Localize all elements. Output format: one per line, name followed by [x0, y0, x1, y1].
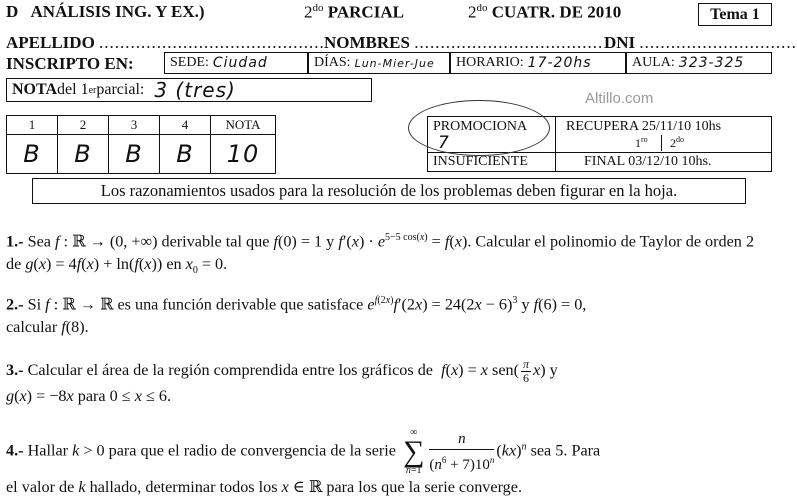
- parcial-title: [304, 2, 404, 23]
- grades-header-row: [7, 116, 276, 135]
- dias-box: [308, 52, 450, 74]
- promociona-circle: [408, 100, 550, 156]
- cuatr-word: CUATR. DE 2010: [487, 2, 622, 22]
- apellido-label: APELLIDO: [6, 33, 95, 52]
- tema-box: Tema 1: [698, 3, 772, 26]
- grade-header: 2: [58, 116, 109, 135]
- dias-label: DÍAS:: [314, 55, 351, 70]
- problem-2-text: Si: [23, 295, 46, 314]
- grade-value: B: [160, 135, 211, 174]
- horario-value: 17-20hs: [527, 55, 592, 71]
- first-grade-sup: er: [88, 84, 97, 96]
- cuatr-number: 2: [468, 2, 477, 22]
- recupera-first-num: 1: [635, 136, 641, 150]
- nombres-field: [324, 33, 603, 53]
- dni-label: DNI: [604, 33, 636, 52]
- problem-1-text: derivable tal que: [157, 232, 274, 251]
- apellido-dots: ...........................................: [99, 33, 325, 52]
- recupera-second: [670, 135, 684, 151]
- problem-3: 3.- Calcular el área de la región comprendida entre los gráficos de f(x) = x sen( $\frac{\pi}{6}$ x) y g(x) = −8x para 0 ≤ x ≤ 6.: [6, 357, 558, 405]
- recupera-first: [635, 135, 648, 151]
- grade-value: B: [7, 135, 58, 174]
- parcial-sup: do: [312, 2, 324, 14]
- final-label: FINAL 03/12/10 10hs.: [584, 154, 712, 169]
- instructions-note: Los razonamientos usados para la resolución de los problemas deben figurar en la hoja.: [32, 178, 746, 204]
- dni-dots: ..............................: [639, 33, 797, 52]
- problem-1-text: . Calcular el polinomio de Taylor de orden 2 de: [6, 232, 755, 274]
- watermark: Altillo.com: [585, 90, 654, 107]
- problem-4: 4.- Hallar k > 0 para que el radio de convergencia de la serie ∞ ∑ n=1 $\frac{n}{(n^6 + 7)10^n}$ (kx)$^n$ sea 5. Para el valor de k hallado, determinar todos los x ∈ ℝ para los que la serie converge.: [6, 427, 601, 496]
- recupera-label: RECUPERA 25/11/10 10hs: [566, 119, 722, 134]
- aula-box: [626, 52, 772, 74]
- first-grade-label: del 1: [57, 81, 89, 98]
- grade-value: B: [109, 135, 160, 174]
- problem-4-text: Hallar: [23, 441, 73, 460]
- final-grade-value: 10: [211, 135, 276, 174]
- grade-header: NOTA: [211, 116, 276, 135]
- problem-2-text: es una función derivable que satisface: [113, 295, 368, 314]
- problem-4-text: para que el radio de convergencia de la serie: [104, 441, 401, 460]
- insuficiente-label: INSUFICIENTE: [433, 154, 528, 169]
- sede-value: Ciudad: [212, 55, 268, 71]
- recupera-second-sup: do: [676, 135, 684, 144]
- grades-value-row: [7, 135, 276, 174]
- promociona-mark: 7: [438, 133, 450, 153]
- inscripto-label: INSCRIPTO EN:: [6, 54, 134, 73]
- header-letter: D: [6, 2, 19, 21]
- recupera-first-sup: ro: [641, 135, 648, 144]
- grade-header: 4: [160, 116, 211, 135]
- sede-box: [164, 52, 308, 74]
- first-grade-box: [6, 78, 372, 102]
- aula-value: 323-325: [678, 55, 745, 71]
- problem-4-text: sea 5. Para: [526, 441, 601, 460]
- dias-value: Lun-Mier-Jue: [354, 56, 435, 70]
- grade-header: 3: [109, 116, 160, 135]
- problem-4-text: el valor de: [6, 478, 79, 496]
- nombres-label: NOMBRES: [324, 33, 410, 52]
- problem-4-number: 4.-: [6, 441, 24, 460]
- problem-3-text: para: [73, 387, 110, 405]
- problem-2-number: 2.-: [6, 295, 24, 314]
- problem-4-text: para los que la serie converge.: [322, 478, 523, 496]
- grades-table: [6, 115, 276, 174]
- problem-4-text: hallado, determinar todos los: [85, 478, 282, 496]
- recupera-second-num: 2: [670, 136, 676, 150]
- course-name: ANÁLISIS: [30, 2, 116, 21]
- cuatrimestre-title: [468, 2, 621, 23]
- nombres-dots: ....................................: [414, 33, 604, 52]
- aula-label: AULA:: [632, 55, 675, 70]
- horario-label: HORARIO:: [456, 55, 524, 70]
- problem-1: 1.- Sea f : ℝ → (0, +∞) derivable tal que f(0) = 1 y $f'(x) \cdot e^{5-5 cos(x)} = f(x)$. Calcular el polinomio de Taylor de orden 2 de g(x) = 4f(x) + ln(f(x)) en $x_0 = 0$.: [6, 232, 755, 277]
- apellido-field: [6, 33, 325, 53]
- cuatr-sup: do: [476, 2, 488, 14]
- course-detail: ING. Y EX.): [115, 2, 205, 21]
- problem-1-number: 1.-: [6, 232, 24, 251]
- first-grade-value: 3 (tres): [154, 78, 236, 102]
- problem-3-text: y: [545, 361, 558, 380]
- horario-box: [450, 52, 626, 74]
- problem-2: 2.- Si f : ℝ → ℝ es una función derivable que satisface $e^{f(2x)}f'(2x) = 24(2x - 6)^3$ y f(6) = 0, calcular f(8).: [6, 295, 587, 337]
- problem-3-text: Calcular el área de la región comprendida entre los gráficos de: [23, 361, 438, 380]
- problem-3-number: 3.-: [6, 361, 24, 380]
- first-grade-label-end: parcial:: [96, 81, 145, 98]
- parcial-word: PARCIAL: [323, 2, 404, 22]
- grade-header: 1: [7, 116, 58, 135]
- problem-1-text: Sea: [23, 232, 55, 251]
- exam-header-left: [6, 2, 205, 22]
- problem-2-text: y: [521, 295, 534, 314]
- problem-2-text: calcular: [6, 318, 62, 337]
- parcial-number: 2: [304, 2, 313, 22]
- first-grade-label-bold: NOTA: [12, 81, 58, 98]
- promociona-label: PROMOCIONA: [433, 119, 528, 134]
- dni-field: [604, 33, 797, 53]
- grade-value: B: [58, 135, 109, 174]
- problem-1-text: en: [162, 255, 186, 274]
- sede-label: SEDE:: [170, 55, 209, 70]
